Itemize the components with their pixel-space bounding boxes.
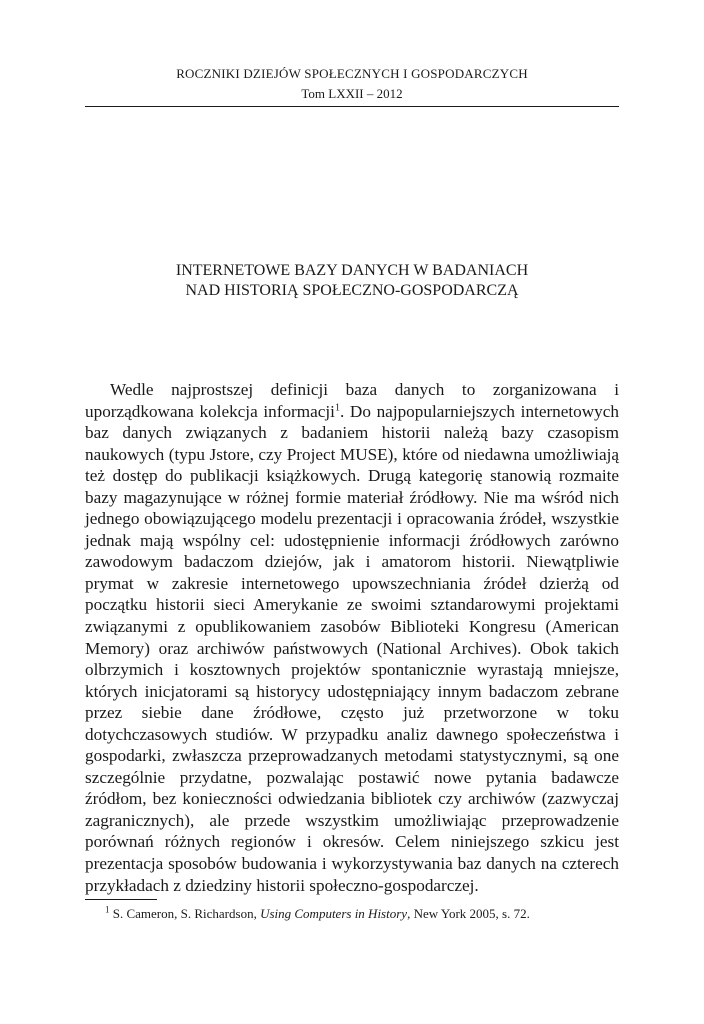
body-text-part-1: Wedle najprostszej definicji baza danych to zorganizowana i uporządkowana kolekcja informacji	[85, 380, 619, 421]
journal-title: ROCZNIKI DZIEJÓW SPOŁECZNYCH I GOSPODARCZYCH	[176, 66, 528, 81]
volume-info: Tom LXXII – 2012	[301, 86, 403, 101]
footnote-reference[interactable]: 1	[334, 401, 340, 413]
running-header	[85, 64, 619, 103]
article-title-line-2: NAD HISTORIĄ SPOŁECZNO-GOSPODARCZĄ	[185, 282, 519, 299]
body-text-part-2: . Do najpopularniejszych internetowych baz danych związanych z badaniem historii należą bazy czasopism naukowych (typu Jstore, czy Project MUSE), które od niedawna umożliwiają też dostęp do publikacji książkowych. Drugą kategorię stanowią rozmaite bazy magazynujące w różnej formie materiał źródłowy. Nie ma wśród nich jednego obowiązującego modelu prezentacji i opracowania źródeł, wszystkie jednak mają wspólny cel: udostępnienie informacji źródłowych zarówno zawodowym badaczom dziejów, jak i amatorom historii. Niewątpliwie prymat w zakresie internetowego upowszechniania źródeł dzierżą od początku historii sieci Amerykanie ze swoimi sztandarowymi projektami związanymi z opublikowaniem zasobów Biblioteki Kongresu (American Memory) oraz archiwów państwowych (National Archives). Obok takich olbrzymich i kosztownych projektów spontanicznie wyrastają mniejsze, których inicjatorami są historycy udostępniający innym badaczom zebrane przez siebie dane źródłowe, często już przetworzone w toku dotychczasowych studiów. W przypadku analiz dawnego społeczeństwa i gospodarki, zwłaszcza przeprowadzanych metodami statystycznymi, są one szczególnie przydatne, pozwalając postawić nowe pytania badawcze źródłom, bez konieczności odwiedzania bibliotek czy archiwów (zazwyczaj zagranicznych), ale przede wszystkim umożliwiając przeprowadzenie porównań różnych regionów i okresów. Celem niniejszego szkicu jest prezentacja sposobów budowania i wykorzystywania baz danych na czterech przykładach z dziedziny historii społeczno-gospodarczej.	[85, 401, 619, 895]
footnote-divider	[85, 899, 157, 900]
body-paragraph	[85, 379, 619, 896]
footnote	[85, 905, 619, 922]
footnote-number: 1	[105, 904, 110, 915]
article-title-line-1: INTERNETOWE BAZY DANYCH W BADANIACH	[175, 262, 529, 279]
header-divider	[85, 106, 619, 107]
footnote-book-title: Using Computers in History	[260, 906, 408, 921]
article-title	[85, 261, 619, 301]
footnote-authors: S. Cameron, S. Richardson,	[109, 906, 261, 921]
footnote-publication: , New York 2005, s. 72.	[407, 906, 530, 921]
